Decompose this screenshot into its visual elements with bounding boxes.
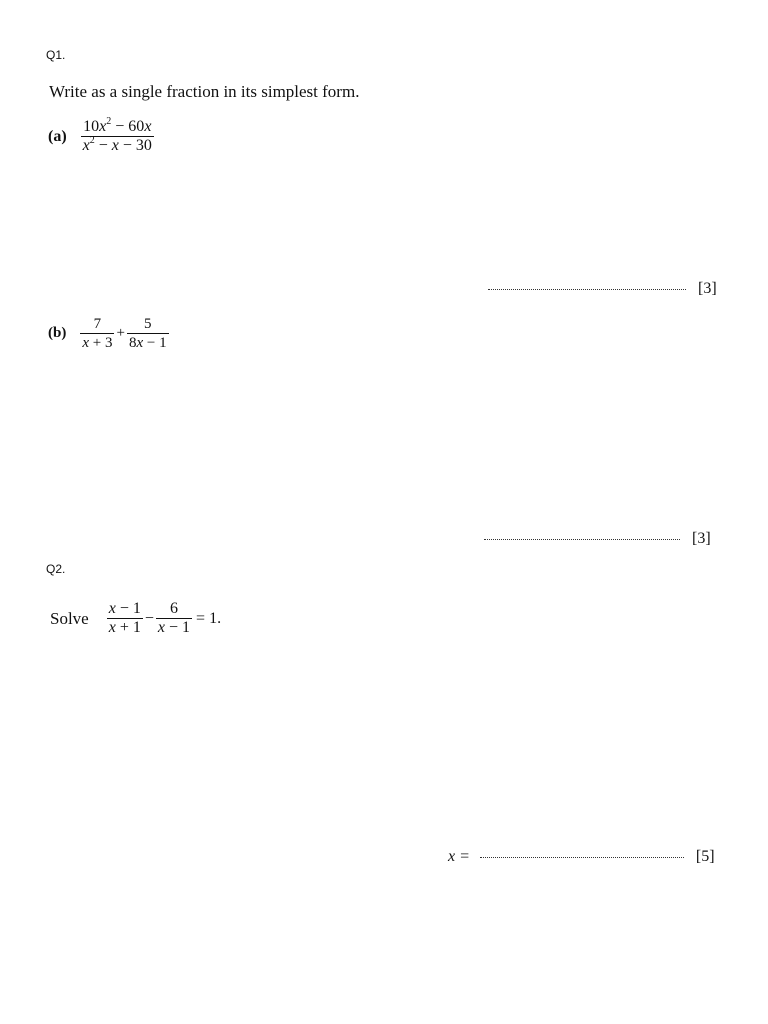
answer-dotted-line[interactable] bbox=[480, 856, 684, 858]
q2-equation: Solve $\frac{x - 1}{x + 1}$ − $\frac{6}{x - 1}$ = 1. bbox=[50, 600, 222, 636]
question-number-1: Q1. bbox=[46, 48, 66, 62]
part-a-fraction: $\frac{10x^2 - 60x}{x^2 - x - 30}$ bbox=[82, 115, 152, 154]
q2-fraction-2: $\frac{6}{x - 1}$ bbox=[157, 600, 191, 636]
solve-word: Solve bbox=[50, 608, 89, 628]
part-a-marks: [3] bbox=[698, 280, 717, 297]
q2-fraction-1: $\frac{x - 1}{x + 1}$ bbox=[108, 600, 141, 636]
answer-dotted-line[interactable] bbox=[488, 288, 686, 290]
answer-prefix: x = bbox=[448, 848, 470, 865]
part-b-marks: [3] bbox=[692, 530, 711, 547]
q1-part-b-answer-line bbox=[484, 530, 711, 548]
q1-instruction: Write as a single fraction in its simplest form. bbox=[49, 82, 360, 101]
q1-part-a bbox=[48, 115, 154, 155]
part-b-fraction-2: $\frac{5}{8x - 1}$ bbox=[128, 316, 167, 351]
part-a-label: (a) bbox=[48, 127, 67, 145]
part-b-label: (b) bbox=[48, 325, 67, 341]
q2-answer-line bbox=[448, 848, 715, 866]
question-number-2: Q2. bbox=[46, 562, 66, 576]
part-b-fraction-1: $\frac{7}{x + 3}$ bbox=[82, 316, 113, 351]
q1-part-b: (b) $\frac{7}{x + 3}$ + $\frac{5}{8x - 1}$ bbox=[48, 316, 167, 351]
q1-part-a-answer-line bbox=[488, 280, 717, 298]
answer-dotted-line[interactable] bbox=[484, 538, 680, 540]
q2-marks: [5] bbox=[695, 848, 715, 865]
